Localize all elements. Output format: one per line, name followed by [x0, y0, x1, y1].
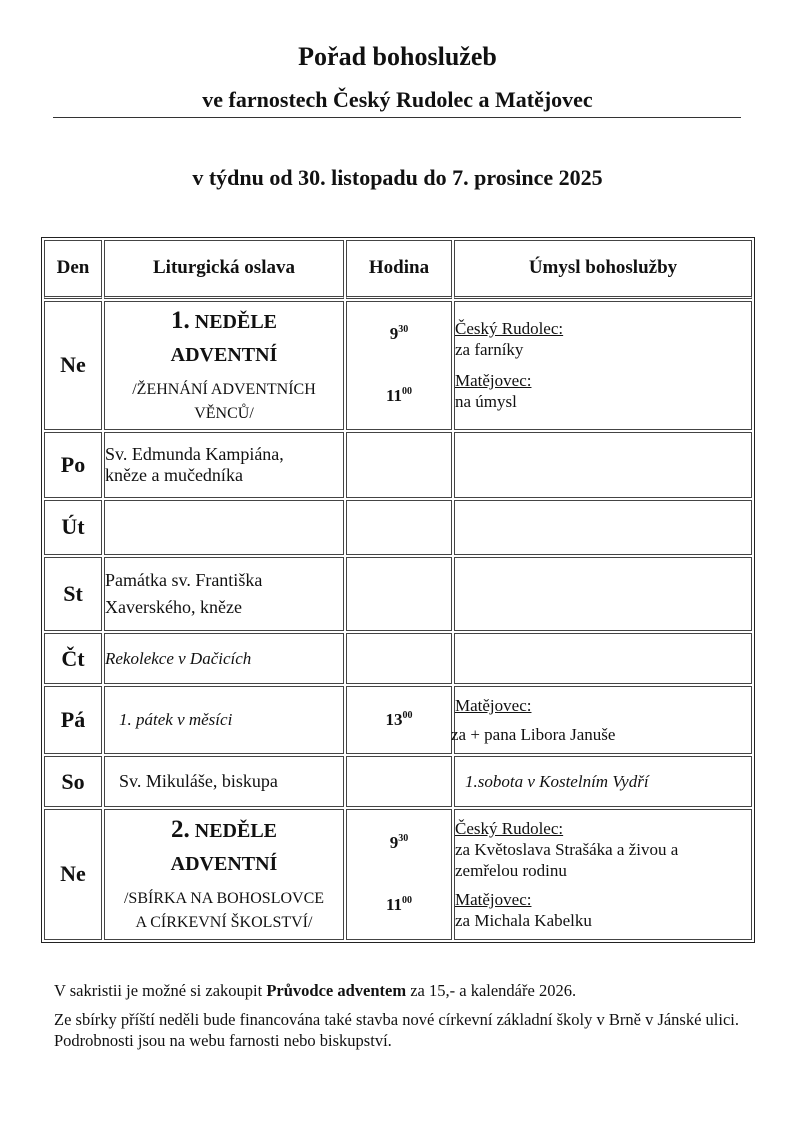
feast-note [105, 378, 343, 426]
day-cell: Ne [44, 809, 102, 940]
intention-text: za + pana Libora Januše [451, 725, 616, 745]
feast-number: 2. [171, 816, 190, 844]
intention-cell [454, 301, 752, 430]
table-row [44, 633, 752, 683]
feast-title [105, 304, 343, 372]
liturgy-cell [104, 500, 344, 554]
day-cell: So [44, 756, 102, 806]
liturgy-cell: Sv. Mikuláše, biskupa [104, 756, 344, 806]
liturgy-cell: Rekolekce v Dačicích [104, 633, 344, 683]
place-label: Matějovec: [455, 696, 532, 716]
time-cell [346, 809, 452, 940]
day-cell: Po [44, 432, 102, 499]
table-row [44, 557, 752, 632]
place-label: Český Rudolec: [455, 319, 564, 339]
time-entry: $9^{30}$ [389, 324, 409, 344]
intention-text: zemřelou rodinu [455, 860, 567, 880]
time-cell [346, 756, 452, 806]
feast-line1: NEDĚLE [194, 820, 277, 843]
schedule-table [41, 237, 755, 943]
day-cell: Pá [44, 686, 102, 755]
note-paragraph: V sakristii je možné si zakoupit Průvodce adventem za 15,- a kalendáře 2026. [54, 981, 577, 1000]
day-cell: St [44, 557, 102, 632]
intention-text: za Michala Kabelku [455, 910, 592, 930]
time-entry: $11^{00}$ [385, 386, 413, 406]
feast-line2: ADVENTNÍ [170, 853, 278, 876]
page-subtitle: ve farnostech Český Rudolec a Matějovec [202, 87, 593, 112]
liturgy-cell: 1. pátek v měsíci [104, 686, 344, 755]
feast-note-line2: VĚNCŮ/ [194, 405, 254, 423]
time-cell [346, 633, 452, 683]
place-label: Matějovec: [455, 371, 532, 391]
time-cell: $13^{00}$ [346, 686, 452, 755]
day-cell: Ne [44, 301, 102, 430]
col-header-time: Hodina [346, 240, 452, 299]
time-entry: $11^{00}$ [385, 895, 413, 915]
intention-cell [454, 809, 752, 940]
note-highlight: Průvodce adventem [266, 981, 407, 1000]
feast-note-line1: /ŽEHNÁNÍ ADVENTNÍCH [132, 381, 316, 399]
liturgy-line2: Xaverského, kněze [105, 596, 242, 617]
col-header-liturgy: Liturgická oslava [104, 240, 344, 299]
liturgy-line1: Památka sv. Františka [105, 569, 263, 590]
note-paragraph: Ze sbírky příští neděli bude financována také stavba nové církevní základní školy v Brně v Jánské ulici. Podrobnosti jsou na webu farnosti nebo biskupství. [54, 1010, 740, 1050]
day-cell: Út [44, 500, 102, 554]
intention-cell [451, 686, 752, 755]
time-cell [346, 432, 452, 499]
table-row [44, 432, 752, 499]
feast-title [105, 813, 343, 881]
liturgy-line2: kněze a mučedníka [105, 464, 243, 485]
intention-cell [454, 633, 752, 683]
table-row [44, 756, 752, 806]
time-cell [346, 301, 452, 430]
place-label: Český Rudolec: [455, 818, 564, 838]
table-row [44, 301, 752, 430]
title-divider [53, 117, 741, 118]
col-header-day: Den [44, 240, 102, 299]
table-row [44, 500, 752, 554]
feast-line1: NEDĚLE [194, 311, 277, 334]
feast-note-line1: /SBÍRKA NA BOHOSLOVCE [123, 890, 325, 908]
time-cell [346, 557, 452, 632]
page-title: Pořad bohoslužeb [298, 42, 497, 71]
place-label: Matějovec: [455, 889, 532, 909]
feast-number: 1. [171, 307, 190, 335]
notes-section [54, 980, 744, 1059]
intention-cell [454, 432, 752, 499]
intention-text: za farníky [455, 340, 524, 360]
liturgy-cell [104, 432, 344, 499]
liturgy-cell [104, 809, 344, 940]
time-cell [346, 500, 452, 554]
feast-note-line2: A CÍRKEVNÍ ŠKOLSTVÍ/ [135, 914, 313, 932]
feast-note [105, 887, 343, 935]
liturgy-cell [104, 557, 344, 632]
table-row [44, 809, 752, 940]
intention-cell [454, 500, 752, 554]
table-header-row [44, 240, 752, 299]
col-header-intention: Úmysl bohoslužby [454, 240, 752, 299]
liturgy-cell [104, 301, 344, 430]
liturgy-line1: Sv. Edmunda Kampiána, [105, 443, 284, 464]
schedule-table-wrapper [41, 237, 755, 943]
table-row [44, 686, 752, 755]
intention-text: za Květoslava Strašáka a živou a [455, 839, 679, 859]
intention-cell: 1.sobota v Kostelním Vydří [454, 756, 752, 806]
intention-cell [454, 557, 752, 632]
week-heading: v týdnu od 30. listopadu do 7. prosince 2025 [192, 165, 603, 190]
day-cell: Čt [44, 633, 102, 683]
time-entry: $9^{30}$ [389, 833, 409, 853]
intention-text: na úmysl [455, 392, 517, 412]
feast-line2: ADVENTNÍ [170, 344, 278, 367]
